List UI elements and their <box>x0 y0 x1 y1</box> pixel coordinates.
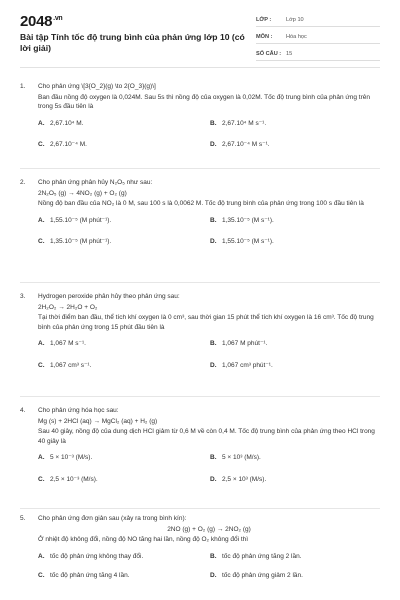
option-letter: D. <box>210 141 217 148</box>
question-1 <box>20 82 380 150</box>
option-letter: B. <box>210 552 217 560</box>
meta-key: LỚP : <box>256 17 272 23</box>
option-text: 2,67.10⁻⁴ M. <box>50 141 87 148</box>
option-text: 2,67.10⁴ M. <box>50 119 84 127</box>
option-d[interactable] <box>210 475 382 485</box>
meta-value: Hóa học <box>286 34 307 40</box>
option-letter: C. <box>38 572 45 579</box>
option-d[interactable] <box>210 140 382 150</box>
question-number: 5. <box>20 515 26 522</box>
options <box>38 216 380 247</box>
option-text: tốc độ phản ứng tăng 4 lần. <box>50 572 130 579</box>
meta-key: SỐ CÂU : <box>256 51 282 57</box>
question-3 <box>20 292 380 370</box>
option-letter: A. <box>38 552 45 560</box>
option-d[interactable] <box>210 237 382 247</box>
page-title: Bài tập Tính tốc độ trung bình của phản ứng lớp 10 (có lời giải) <box>20 32 245 53</box>
option-text: 1,067 cm³ phút⁻¹. <box>222 361 273 369</box>
stem-line: Cho phản ứng \[3{O_2}(g) \to 2{O_3}(g)\] <box>38 83 156 90</box>
meta-row-class <box>256 14 380 27</box>
question-number: 4. <box>20 407 26 414</box>
question-2 <box>20 178 380 247</box>
stem-line: Sau 40 giây, nồng độ của dung dịch HCl giảm từ 0,6 M về còn 0,4 M. Tốc độ trung bình của phản ứng theo HCl trong 40 giây là <box>38 428 375 445</box>
option-c[interactable] <box>38 140 210 150</box>
stem-line: 2NO (g) + O₂ (g) → 2NO₂ (g) <box>167 525 251 533</box>
option-text: tốc độ phản ứng tăng 2 lần. <box>222 552 302 560</box>
header <box>20 10 380 62</box>
option-c[interactable] <box>38 571 210 581</box>
option-text: 1,067 M s⁻¹. <box>50 340 86 347</box>
stem-line: Nồng độ ban đầu của NO₂ là 0 M, sau 100 s là 0,0062 M. Tốc độ trung bình của phản ứng trong 100 s đầu tiên là <box>38 200 364 207</box>
question-divider <box>20 508 380 509</box>
stem-line: 2H₂O₂ → 2H₂O + O₂ <box>38 303 98 311</box>
stem-line: Tại thời điểm ban đầu, thể tích khí oxygen là 0 cm³, sau thời gian 15 phút thể tích khí oxygen là 16 cm³. Tốc độ trung bình của phản ứng trong 15 phút đầu tiên là <box>38 314 374 331</box>
option-b[interactable] <box>210 552 382 562</box>
meta-row-subject <box>256 31 380 44</box>
option-letter: C. <box>38 141 45 148</box>
option-letter: C. <box>38 361 45 369</box>
option-c[interactable] <box>38 475 210 485</box>
option-text: 1,55.10⁻⁵ (M s⁻¹). <box>222 238 274 245</box>
option-c[interactable] <box>38 361 210 371</box>
option-text: 2,5 × 10⁻³ (M/s). <box>50 475 98 483</box>
option-a[interactable] <box>38 216 210 226</box>
option-letter: D. <box>210 475 217 483</box>
stem-line: Mg (s) + 2HCl (aq) → MgCl₂ (aq) + H₂ (g) <box>38 417 158 425</box>
meta-value: 15 <box>286 51 293 57</box>
stem-line: Ở nhiệt độ không đổi, nồng độ NO tăng hai lần, nồng độ O₂ không đổi thì <box>38 536 249 543</box>
option-b[interactable] <box>210 119 382 129</box>
option-b[interactable] <box>210 216 382 226</box>
option-letter: B. <box>210 454 217 461</box>
question-divider <box>20 282 380 283</box>
option-a[interactable] <box>38 339 210 349</box>
option-text: 5 × 10³ (M/s). <box>222 454 261 461</box>
option-letter: B. <box>210 340 217 347</box>
meta-info <box>256 14 380 65</box>
option-letter: A. <box>38 216 45 224</box>
stem-line: Cho phản ứng phân hủy N₂O₅ như sau: <box>38 179 153 186</box>
option-letter: D. <box>210 238 217 245</box>
option-a[interactable] <box>38 453 210 463</box>
option-letter: C. <box>38 238 45 245</box>
option-text: tốc độ phản ứng giảm 2 lần. <box>222 572 303 579</box>
option-text: 1,067 M phút⁻¹. <box>222 340 268 347</box>
stem-line: Cho phản ứng đơn giản sau (xảy ra trong bình kín): <box>38 515 187 522</box>
stem-line: Ban đầu nồng độ oxygen là 0,024M. Sau 5s thì nồng độ của oxygen là 0,02M. Tốc độ trung bình của phản ứng trên trong 5s đầu tiên là <box>38 93 370 110</box>
question-divider <box>20 396 380 397</box>
question-number: 3. <box>20 293 26 300</box>
stem-line: Cho phản ứng hóa học sau: <box>38 407 119 414</box>
option-text: 1,35.10⁻⁵ (M phút⁻¹). <box>50 238 112 245</box>
option-letter: D. <box>210 572 217 579</box>
site-logo[interactable] <box>20 13 62 30</box>
options <box>38 339 380 370</box>
meta-row-count <box>256 48 380 61</box>
question-4 <box>20 406 380 484</box>
question-stem <box>38 292 380 332</box>
question-stem <box>38 514 380 545</box>
option-letter: D. <box>210 361 217 369</box>
question-stem <box>38 406 380 446</box>
meta-value: Lớp 10 <box>286 17 304 23</box>
options <box>38 552 380 581</box>
option-text: 2,67.10⁻⁴ M s⁻¹. <box>222 141 270 148</box>
option-text: 5 × 10⁻³ (M/s). <box>50 454 93 461</box>
option-letter: A. <box>38 454 45 461</box>
option-letter: A. <box>38 119 45 127</box>
stem-line: Hydrogen peroxide phân hủy theo phản ứng sau: <box>38 293 180 300</box>
option-d[interactable] <box>210 361 382 371</box>
header-divider <box>20 67 380 68</box>
option-letter: C. <box>38 475 45 483</box>
question-stem <box>38 82 380 112</box>
option-text: 1,35.10⁻⁵ (M s⁻¹). <box>222 216 274 224</box>
option-text: 2,5 × 10³ (M/s). <box>222 475 267 483</box>
option-b[interactable] <box>210 339 382 349</box>
question-number: 1. <box>20 83 26 90</box>
option-text: tốc độ phản ứng không thay đổi. <box>50 552 144 560</box>
option-letter: B. <box>210 119 217 127</box>
option-b[interactable] <box>210 453 382 463</box>
question-5 <box>20 514 380 581</box>
question-divider <box>20 168 380 169</box>
option-a[interactable] <box>38 552 210 562</box>
option-text: 2,67.10⁴ M s⁻¹. <box>222 119 267 127</box>
option-c[interactable] <box>38 237 210 247</box>
question-number: 2. <box>20 179 26 186</box>
option-text: 1,067 cm³ s⁻¹. <box>50 361 92 369</box>
question-stem <box>38 178 380 209</box>
option-letter: B. <box>210 216 217 224</box>
option-text: 1,55.10⁻⁵ (M phút⁻¹). <box>50 216 112 224</box>
meta-key: MÔN : <box>256 34 273 40</box>
logo-text: 2048 <box>20 13 53 30</box>
logo-suffix: .vn <box>53 15 63 22</box>
option-d[interactable] <box>210 571 382 581</box>
option-a[interactable] <box>38 119 210 129</box>
options <box>38 453 380 484</box>
stem-line: 2N₂O₅ (g) → 4NO₂ (g) + O₂ (g) <box>38 189 127 197</box>
option-letter: A. <box>38 340 45 347</box>
options <box>38 119 380 150</box>
